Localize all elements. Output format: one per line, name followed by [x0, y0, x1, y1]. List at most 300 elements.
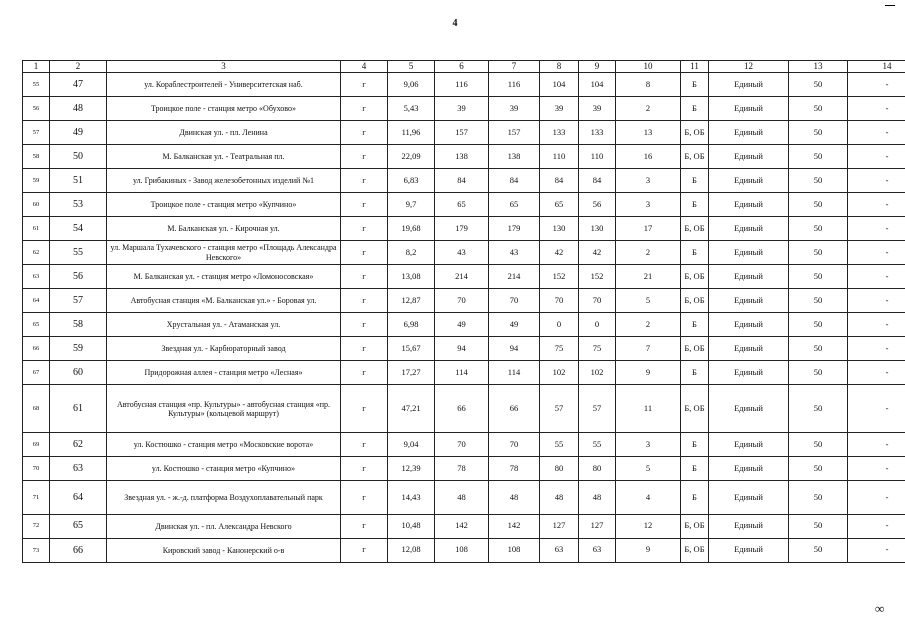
cell-col-5: 12,87: [388, 289, 435, 313]
cell-col-8: 48: [540, 481, 579, 514]
table-body: [23, 73, 905, 563]
cell-col-12: Единый: [709, 361, 789, 385]
table-row: [23, 145, 905, 169]
cell-col-2: 64: [50, 481, 107, 514]
cell-col-1: 65: [23, 313, 50, 337]
cell-col-2: 51: [50, 169, 107, 193]
cell-col-13: 50: [789, 313, 848, 337]
table-row: [23, 169, 905, 193]
cell-col-14: -: [848, 361, 905, 385]
cell-col-10: 2: [616, 97, 681, 121]
cell-col-14: -: [848, 73, 905, 97]
cell-col-10: 3: [616, 169, 681, 193]
cell-col-11: Б, ОБ: [681, 514, 709, 538]
cell-col-6: 78: [435, 457, 489, 481]
cell-col-14: -: [848, 481, 905, 514]
cell-col-11: Б: [681, 97, 709, 121]
table-row: [23, 121, 905, 145]
cell-col-10: 16: [616, 145, 681, 169]
table-row: [23, 193, 905, 217]
cell-col-5: 17,27: [388, 361, 435, 385]
routes-table: [22, 60, 905, 563]
cell-col-10: 3: [616, 193, 681, 217]
cell-col-4: г: [341, 514, 388, 538]
cell-col-9: 42: [579, 241, 616, 265]
cell-col-14: -: [848, 217, 905, 241]
cell-col-8: 127: [540, 514, 579, 538]
cell-col-4: г: [341, 241, 388, 265]
cell-col-12: Единый: [709, 121, 789, 145]
cell-col-3: Автобусная станция «пр. Культуры» - автобусная станция «пр. Культуры» (кольцевой маршрут): [107, 385, 341, 433]
cell-col-7: 78: [489, 457, 540, 481]
cell-col-9: 110: [579, 145, 616, 169]
cell-col-7: 214: [489, 265, 540, 289]
cell-col-13: 50: [789, 121, 848, 145]
cell-col-5: 9,04: [388, 433, 435, 457]
cell-col-8: 70: [540, 289, 579, 313]
cell-col-14: -: [848, 457, 905, 481]
cell-col-10: 2: [616, 313, 681, 337]
cell-col-8: 55: [540, 433, 579, 457]
cell-col-14: -: [848, 193, 905, 217]
cell-col-5: 6,83: [388, 169, 435, 193]
cell-col-14: -: [848, 97, 905, 121]
cell-col-4: г: [341, 217, 388, 241]
cell-col-2: 48: [50, 97, 107, 121]
table-row: [23, 337, 905, 361]
column-header-3: 3: [107, 61, 341, 73]
cell-col-6: 114: [435, 361, 489, 385]
cell-col-13: 50: [789, 385, 848, 433]
cell-col-12: Единый: [709, 481, 789, 514]
cell-col-13: 50: [789, 97, 848, 121]
cell-col-7: 84: [489, 169, 540, 193]
cell-col-6: 157: [435, 121, 489, 145]
cell-col-11: Б: [681, 193, 709, 217]
column-header-13: 13: [789, 61, 848, 73]
cell-col-10: 11: [616, 385, 681, 433]
cell-col-11: Б: [681, 313, 709, 337]
cell-col-6: 70: [435, 289, 489, 313]
cell-col-5: 14,43: [388, 481, 435, 514]
cell-col-12: Единый: [709, 514, 789, 538]
table-row: [23, 265, 905, 289]
cell-col-11: Б: [681, 241, 709, 265]
cell-col-10: 21: [616, 265, 681, 289]
cell-col-10: 17: [616, 217, 681, 241]
cell-col-4: г: [341, 337, 388, 361]
cell-col-12: Единый: [709, 337, 789, 361]
cell-col-1: 58: [23, 145, 50, 169]
cell-col-4: г: [341, 289, 388, 313]
table-row: [23, 457, 905, 481]
cell-col-1: 63: [23, 265, 50, 289]
cell-col-5: 12,39: [388, 457, 435, 481]
cell-col-8: 80: [540, 457, 579, 481]
cell-col-3: ул. Маршала Тухачевского - станция метро «Площадь Александра Невского»: [107, 241, 341, 265]
cell-col-7: 116: [489, 73, 540, 97]
cell-col-9: 56: [579, 193, 616, 217]
cell-col-9: 152: [579, 265, 616, 289]
cell-col-12: Единый: [709, 457, 789, 481]
cell-col-6: 138: [435, 145, 489, 169]
margin-mark: ∞: [875, 601, 885, 616]
cell-col-13: 50: [789, 169, 848, 193]
cell-col-8: 42: [540, 241, 579, 265]
cell-col-13: 50: [789, 514, 848, 538]
cell-col-2: 65: [50, 514, 107, 538]
cell-col-4: г: [341, 145, 388, 169]
cell-col-12: Единый: [709, 313, 789, 337]
cell-col-1: 72: [23, 514, 50, 538]
cell-col-7: 43: [489, 241, 540, 265]
table-row: [23, 217, 905, 241]
cell-col-11: Б: [681, 433, 709, 457]
cell-col-9: 57: [579, 385, 616, 433]
cell-col-12: Единый: [709, 193, 789, 217]
cell-col-7: 138: [489, 145, 540, 169]
cell-col-8: 104: [540, 73, 579, 97]
cell-col-8: 65: [540, 193, 579, 217]
cell-col-6: 66: [435, 385, 489, 433]
cell-col-1: 59: [23, 169, 50, 193]
cell-col-8: 152: [540, 265, 579, 289]
table-row: [23, 514, 905, 538]
column-header-6: 6: [435, 61, 489, 73]
cell-col-9: 39: [579, 97, 616, 121]
cell-col-3: Троицкое поле - станция метро «Купчино»: [107, 193, 341, 217]
cell-col-11: Б, ОБ: [681, 289, 709, 313]
cell-col-11: Б: [681, 169, 709, 193]
table-row: [23, 538, 905, 562]
cell-col-13: 50: [789, 145, 848, 169]
column-header-14: 14: [848, 61, 905, 73]
cell-col-6: 39: [435, 97, 489, 121]
cell-col-2: 62: [50, 433, 107, 457]
table-header-row: [23, 61, 905, 73]
table-row: [23, 241, 905, 265]
cell-col-3: ул. Грибакиных - Завод железобетонных изделий №1: [107, 169, 341, 193]
cell-col-2: 60: [50, 361, 107, 385]
cell-col-6: 116: [435, 73, 489, 97]
cell-col-14: -: [848, 265, 905, 289]
cell-col-11: Б: [681, 361, 709, 385]
column-header-8: 8: [540, 61, 579, 73]
cell-col-3: Двинская ул. - пл. Ленина: [107, 121, 341, 145]
cell-col-8: 102: [540, 361, 579, 385]
cell-col-2: 57: [50, 289, 107, 313]
cell-col-5: 9,06: [388, 73, 435, 97]
cell-col-6: 65: [435, 193, 489, 217]
cell-col-5: 11,96: [388, 121, 435, 145]
cell-col-7: 157: [489, 121, 540, 145]
cell-col-11: Б, ОБ: [681, 121, 709, 145]
cell-col-7: 108: [489, 538, 540, 562]
cell-col-12: Единый: [709, 241, 789, 265]
cell-col-5: 5,43: [388, 97, 435, 121]
cell-col-2: 56: [50, 265, 107, 289]
cell-col-8: 57: [540, 385, 579, 433]
cell-col-5: 13,08: [388, 265, 435, 289]
cell-col-4: г: [341, 73, 388, 97]
table-row: [23, 313, 905, 337]
cell-col-5: 15,67: [388, 337, 435, 361]
column-header-4: 4: [341, 61, 388, 73]
cell-col-7: 114: [489, 361, 540, 385]
cell-col-8: 0: [540, 313, 579, 337]
cell-col-9: 70: [579, 289, 616, 313]
cell-col-6: 84: [435, 169, 489, 193]
cell-col-9: 0: [579, 313, 616, 337]
cell-col-12: Единый: [709, 97, 789, 121]
cell-col-2: 66: [50, 538, 107, 562]
cell-col-3: М. Балканская ул. - Театральная пл.: [107, 145, 341, 169]
cell-col-6: 179: [435, 217, 489, 241]
cell-col-1: 69: [23, 433, 50, 457]
cell-col-1: 64: [23, 289, 50, 313]
cell-col-9: 127: [579, 514, 616, 538]
cell-col-9: 63: [579, 538, 616, 562]
cell-col-13: 50: [789, 538, 848, 562]
cell-col-13: 50: [789, 241, 848, 265]
cell-col-1: 62: [23, 241, 50, 265]
cell-col-1: 61: [23, 217, 50, 241]
cell-col-9: 48: [579, 481, 616, 514]
cell-col-4: г: [341, 457, 388, 481]
cell-col-9: 84: [579, 169, 616, 193]
cell-col-13: 50: [789, 433, 848, 457]
cell-col-2: 63: [50, 457, 107, 481]
cell-col-2: 47: [50, 73, 107, 97]
cell-col-14: -: [848, 433, 905, 457]
cell-col-3: Двинская ул. - пл. Александра Невского: [107, 514, 341, 538]
cell-col-7: 94: [489, 337, 540, 361]
cell-col-11: Б, ОБ: [681, 145, 709, 169]
cell-col-10: 9: [616, 538, 681, 562]
cell-col-13: 50: [789, 361, 848, 385]
cell-col-14: -: [848, 337, 905, 361]
table-row: [23, 481, 905, 514]
cell-col-4: г: [341, 433, 388, 457]
cell-col-14: -: [848, 313, 905, 337]
cell-col-13: 50: [789, 193, 848, 217]
cell-col-13: 50: [789, 73, 848, 97]
cell-col-3: ул. Кораблестроителей - Университетская наб.: [107, 73, 341, 97]
cell-col-6: 214: [435, 265, 489, 289]
column-header-10: 10: [616, 61, 681, 73]
cell-col-8: 63: [540, 538, 579, 562]
cell-col-8: 133: [540, 121, 579, 145]
cell-col-5: 6,98: [388, 313, 435, 337]
cell-col-13: 50: [789, 289, 848, 313]
cell-col-13: 50: [789, 457, 848, 481]
cell-col-7: 142: [489, 514, 540, 538]
cell-col-4: г: [341, 265, 388, 289]
cell-col-13: 50: [789, 217, 848, 241]
cell-col-3: М. Балканская ул. - станция метро «Ломоносовская»: [107, 265, 341, 289]
table-row: [23, 73, 905, 97]
cell-col-9: 80: [579, 457, 616, 481]
cell-col-9: 55: [579, 433, 616, 457]
cell-col-2: 59: [50, 337, 107, 361]
cell-col-4: г: [341, 361, 388, 385]
cell-col-2: 54: [50, 217, 107, 241]
cell-col-6: 48: [435, 481, 489, 514]
cell-col-14: -: [848, 241, 905, 265]
cell-col-12: Единый: [709, 538, 789, 562]
cell-col-10: 12: [616, 514, 681, 538]
cell-col-7: 48: [489, 481, 540, 514]
cell-col-1: 66: [23, 337, 50, 361]
cell-col-13: 50: [789, 481, 848, 514]
cell-col-10: 2: [616, 241, 681, 265]
cell-col-4: г: [341, 481, 388, 514]
cell-col-3: М. Балканская ул. - Кирочная ул.: [107, 217, 341, 241]
cell-col-8: 130: [540, 217, 579, 241]
cell-col-11: Б: [681, 457, 709, 481]
cell-col-5: 12,08: [388, 538, 435, 562]
cell-col-10: 5: [616, 289, 681, 313]
cell-col-1: 56: [23, 97, 50, 121]
cell-col-12: Единый: [709, 169, 789, 193]
cell-col-1: 70: [23, 457, 50, 481]
cell-col-5: 19,68: [388, 217, 435, 241]
cell-col-10: 4: [616, 481, 681, 514]
cell-col-14: -: [848, 169, 905, 193]
cell-col-1: 60: [23, 193, 50, 217]
cell-col-1: 73: [23, 538, 50, 562]
cell-col-11: Б: [681, 481, 709, 514]
table-row: [23, 361, 905, 385]
cell-col-13: 50: [789, 265, 848, 289]
cell-col-2: 50: [50, 145, 107, 169]
cell-col-4: г: [341, 313, 388, 337]
cell-col-11: Б, ОБ: [681, 385, 709, 433]
cell-col-9: 133: [579, 121, 616, 145]
cell-col-12: Единый: [709, 145, 789, 169]
cell-col-14: -: [848, 289, 905, 313]
cell-col-8: 75: [540, 337, 579, 361]
cell-col-5: 9,7: [388, 193, 435, 217]
cell-col-4: г: [341, 385, 388, 433]
cell-col-7: 70: [489, 289, 540, 313]
cell-col-2: 61: [50, 385, 107, 433]
cell-col-1: 55: [23, 73, 50, 97]
cell-col-6: 94: [435, 337, 489, 361]
column-header-12: 12: [709, 61, 789, 73]
cell-col-9: 104: [579, 73, 616, 97]
cell-col-1: 67: [23, 361, 50, 385]
table-row: [23, 289, 905, 313]
cell-col-2: 55: [50, 241, 107, 265]
cell-col-14: -: [848, 538, 905, 562]
cell-col-3: Хрустальная ул. - Атаманская ул.: [107, 313, 341, 337]
table-row: [23, 433, 905, 457]
cell-col-9: 130: [579, 217, 616, 241]
cell-col-4: г: [341, 97, 388, 121]
cell-col-7: 65: [489, 193, 540, 217]
cell-col-3: Троицкое поле - станция метро «Обухово»: [107, 97, 341, 121]
cell-col-3: Кировский завод - Канонерский о-в: [107, 538, 341, 562]
cell-col-3: Звездная ул. - ж.-д. платформа Воздухоплавательный парк: [107, 481, 341, 514]
page-number: 4: [452, 18, 458, 29]
table-row: [23, 385, 905, 433]
cell-col-10: 9: [616, 361, 681, 385]
routes-table-container: [22, 60, 892, 563]
cell-col-3: Звездная ул. - Карбюраторный завод: [107, 337, 341, 361]
cell-col-7: 39: [489, 97, 540, 121]
cell-col-1: 57: [23, 121, 50, 145]
column-header-11: 11: [681, 61, 709, 73]
cell-col-7: 70: [489, 433, 540, 457]
cell-col-6: 142: [435, 514, 489, 538]
column-header-2: 2: [50, 61, 107, 73]
cell-col-1: 68: [23, 385, 50, 433]
table-row: [23, 97, 905, 121]
cell-col-2: 53: [50, 193, 107, 217]
column-header-1: 1: [23, 61, 50, 73]
cell-col-11: Б, ОБ: [681, 538, 709, 562]
cell-col-2: 49: [50, 121, 107, 145]
cell-col-14: -: [848, 385, 905, 433]
cell-col-11: Б, ОБ: [681, 217, 709, 241]
cell-col-5: 47,21: [388, 385, 435, 433]
cell-col-4: г: [341, 169, 388, 193]
cell-col-6: 49: [435, 313, 489, 337]
cell-col-12: Единый: [709, 217, 789, 241]
cell-col-10: 7: [616, 337, 681, 361]
cell-col-4: г: [341, 538, 388, 562]
cell-col-14: -: [848, 145, 905, 169]
cell-col-5: 22,09: [388, 145, 435, 169]
cell-col-10: 3: [616, 433, 681, 457]
cell-col-11: Б: [681, 73, 709, 97]
cell-col-2: 58: [50, 313, 107, 337]
cell-col-3: Придорожная аллея - станция метро «Лесная»: [107, 361, 341, 385]
cell-col-6: 108: [435, 538, 489, 562]
column-header-7: 7: [489, 61, 540, 73]
cell-col-3: Автобусная станция «М. Балканская ул.» - Боровая ул.: [107, 289, 341, 313]
cell-col-7: 179: [489, 217, 540, 241]
cell-col-9: 75: [579, 337, 616, 361]
cell-col-3: ул. Костюшко - станция метро «Московские ворота»: [107, 433, 341, 457]
cell-col-12: Единый: [709, 265, 789, 289]
cell-col-10: 5: [616, 457, 681, 481]
cell-col-11: Б, ОБ: [681, 265, 709, 289]
cell-col-12: Единый: [709, 433, 789, 457]
cell-col-10: 13: [616, 121, 681, 145]
cell-col-14: -: [848, 514, 905, 538]
cell-col-13: 50: [789, 337, 848, 361]
column-header-9: 9: [579, 61, 616, 73]
cell-col-14: -: [848, 121, 905, 145]
cell-col-9: 102: [579, 361, 616, 385]
cell-col-12: Единый: [709, 73, 789, 97]
cell-col-7: 66: [489, 385, 540, 433]
cell-col-7: 49: [489, 313, 540, 337]
cell-col-5: 10,48: [388, 514, 435, 538]
column-header-5: 5: [388, 61, 435, 73]
cell-col-4: г: [341, 193, 388, 217]
cell-col-12: Единый: [709, 385, 789, 433]
cell-col-6: 70: [435, 433, 489, 457]
corner-mark: [885, 5, 895, 10]
cell-col-10: 8: [616, 73, 681, 97]
cell-col-8: 39: [540, 97, 579, 121]
cell-col-4: г: [341, 121, 388, 145]
cell-col-8: 110: [540, 145, 579, 169]
cell-col-8: 84: [540, 169, 579, 193]
